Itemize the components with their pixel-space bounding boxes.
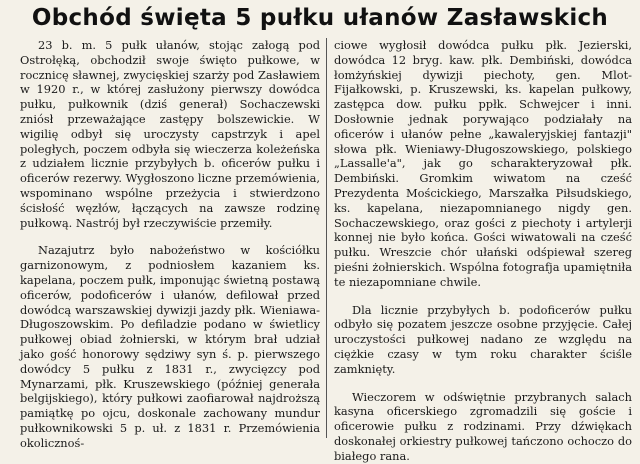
article-column-right xyxy=(334,38,632,464)
article-paragraph: Nazajutrz było nabożeństwo w kościółku garnizonowym, z podniosłem kazaniem ks. kapelana, poczem pułk, imponując świetną postawą oficerów, podoficerów i ułanów, defilował przed dowódcą warszawskiej dywizji jazdy płk. Wieniawa-Długoszowskim. Po defiladzie podano w świetlicy pułkowej obiad żołnierski, w którym brał udział jako gość honorowy sędziwy syn ś. p. pierwszego dowódcy 5 pułku z 1831 r., zwycięzcy pod Mynarzami, płk. Kruszewskiego (później generała belgijskiego), który pułkowi zaofiarował najdroższą pamiątkę po ojcu, doskonale zachowany mundur pułkownikowski 5 p. uł. z 1831 r. Przemówienia okolicznoś- xyxy=(20,243,320,450)
article-paragraph: 23 b. m. 5 pułk ułanów, stojąc załogą pod Ostrołęką, obchodził swoje święto pułkowe, w rocznicę sławnej, zwycięskiej szarży pod Zasławiem w 1920 r., w której zasłużony pierwszy dowódca pułku, pułkownik (dziś generał) Sochaczewski zniósł przeważające zastępy bolszewickie. W wigilię odbył się uroczysty capstrzyk i apel poległych, poczem odbyła się wieczerza koleżeńska z udziałem licznie przybyłych b. oficerów pułku i oficerów rezerwy. Wygłoszono liczne przemówienia, wspominano wspólne przeżycia i stwierdzono ścisłość węzłów, łączących na zawsze rodzinę pułkową. Nastrój był rzeczywiście przemiły. xyxy=(20,38,320,230)
article-column-left xyxy=(20,38,320,451)
article-paragraph: Wieczorem w odświętnie przybranych salach kasyna oficerskiego zgromadzili się goście i oficerowie pułku z rodzinami. Przy dźwiękach doskonałej orkiestry pułkowej tańczono ochoczo do białego rana. xyxy=(334,389,632,463)
article-paragraph: Dla licznie przybyłych b. podoficerów pułku odbyło się pozatem jeszcze osobne przyjęcie. Całej uroczystości pułkowej nadano ze względu na ciężkie czasy w tym roku charakter ściśle zamknięty. xyxy=(334,302,632,376)
headline: Obchód święta 5 pułku ułanów Zasławskich xyxy=(31,5,609,31)
column-divider xyxy=(326,38,327,438)
article-paragraph: ciowe wygłosił dowódca pułku płk. Jezierski, dowódca 12 bryg. kaw. płk. Dembiński, dowódca łomżyńskiej dywizji piechoty, gen. Mlot-Fijałkowski, p. Kruszewski, ks. kapelan pułkowy, zastępca dow. pułku ppłk. Schwejcer i inni. Dosłownie jednak porywająco podziałały na oficerów i ułanów pełne „kawaleryjskiej fantazji" słowa płk. Wieniawy-Długoszowskiego, polskiego „Lassalle'a", jak go scharakteryzował płk. Dembiński. Gromkim wiwatom na cześć Prezydenta Mościckiego, Marszałka Piłsudskiego, ks. kapelana, niezapomnianego nigdy gen. Sochaczewskiego, oraz gości z piechoty i artylerji konnej nie było końca. Gości wiwatowali na cześć pułku. Wreszcie chór ułański odśpiewał szereg pieśni żołnierskich. Wspólna fotografja upamiętniła te niezapomniane chwile. xyxy=(334,38,632,289)
